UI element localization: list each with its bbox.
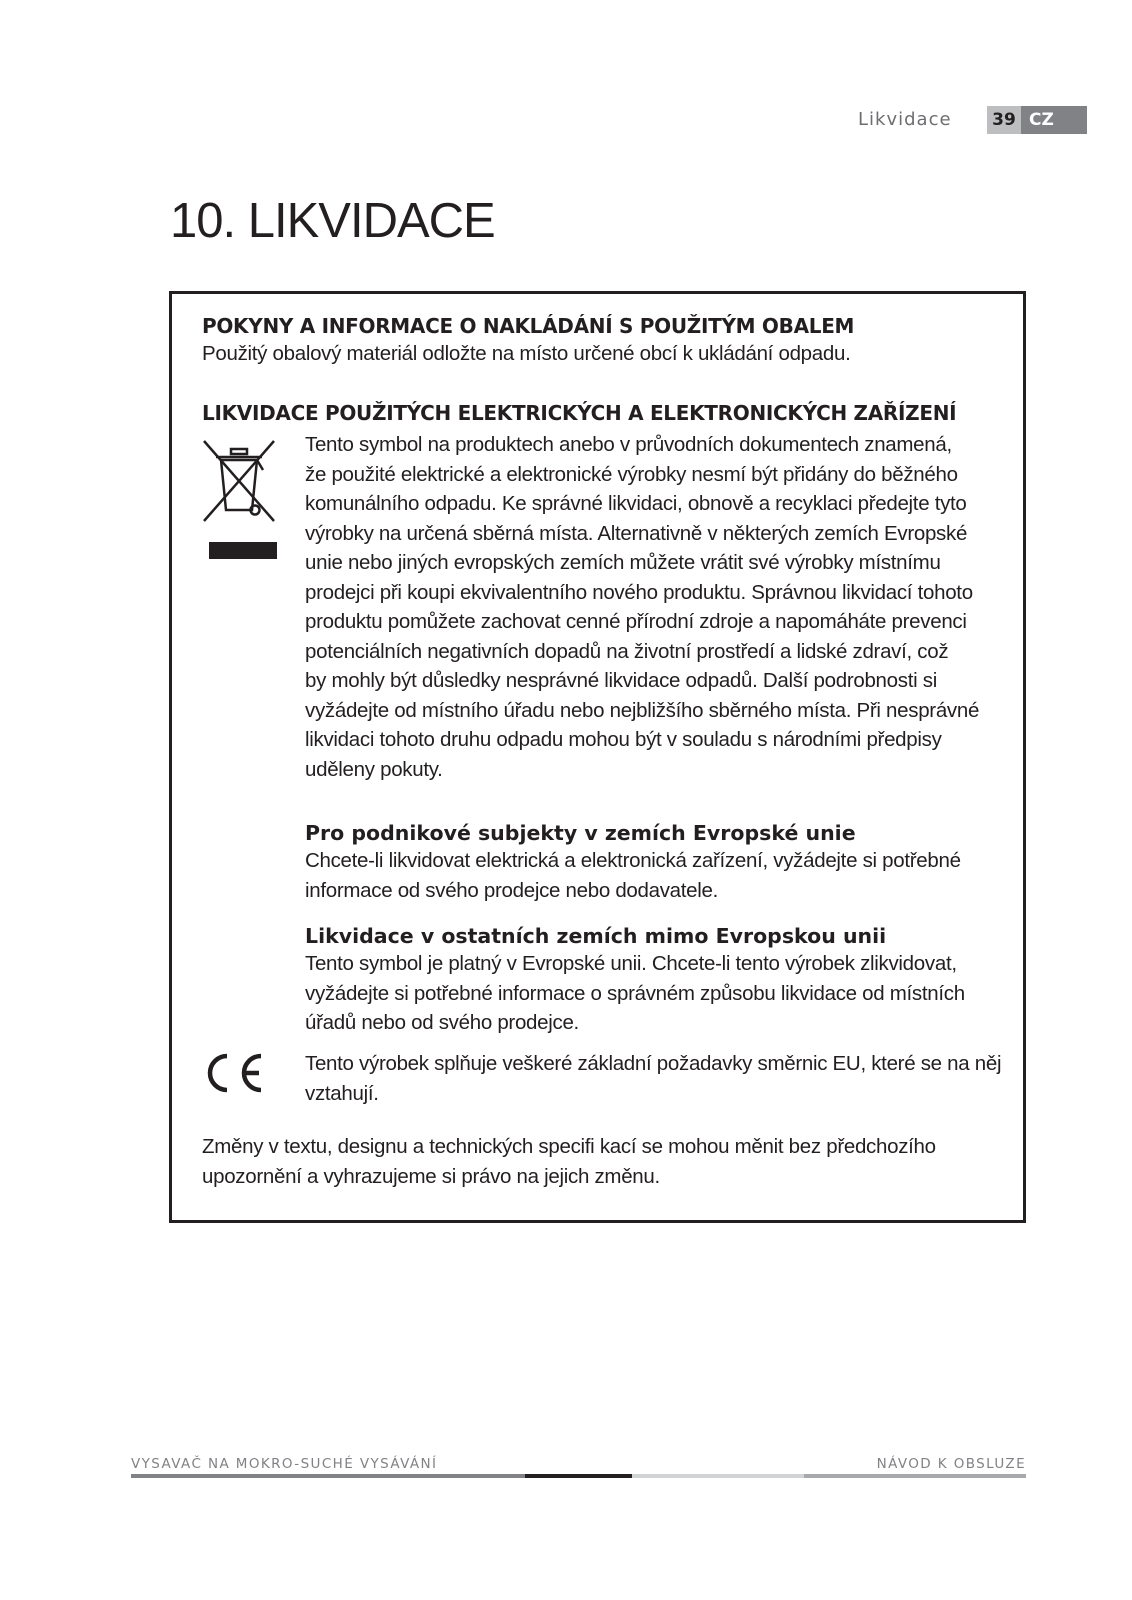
text-line: vztahují. <box>305 1081 379 1105</box>
crossed-out-wheelie-bin-icon <box>201 438 277 560</box>
packaging-text: Použitý obalový materiál odložte na místo určené obcí k ukládání odpadu. <box>202 342 851 365</box>
text-line: upozornění a vyhrazujeme si právo na jejich změnu. <box>202 1164 660 1188</box>
running-header-section: Likvidace <box>858 109 952 130</box>
business-heading: Pro podnikové subjekty v zemích Evropské unie <box>305 821 856 845</box>
footer-manual-label: NÁVOD K OBSLUZE <box>876 1456 1026 1472</box>
text-line: že použité elektrické a elektronické výrobky nesmí být přidány do běžného <box>305 462 958 486</box>
text-line: likvidaci tohoto druhu odpadu mohou být v souladu s národními předpisy <box>305 728 942 751</box>
business-text <box>305 846 961 905</box>
page-title: 10. LIKVIDACE <box>170 194 495 248</box>
footer-product-name: VYSAVAČ NA MOKRO-SUCHÉ VYSÁVÁNÍ <box>131 1456 438 1472</box>
text-line: by mohly být důsledky nesprávné likvidace odpadů. Další podrobnosti si <box>305 669 937 692</box>
text-line: Tento symbol na produktech anebo v průvodních dokumentech znamená, <box>305 433 952 456</box>
text-line: Chcete-li likvidovat elektrická a elektronická zařízení, vyžádejte si potřebné <box>305 849 961 872</box>
packaging-heading: POKYNY A INFORMACE O NAKLÁDÁNÍ S POUŽITÝM OBALEM <box>202 314 855 338</box>
text-line: Tento výrobek splňuje veškeré základní požadavky směrnic EU, které se na něj <box>305 1052 1002 1075</box>
outside-eu-text <box>305 949 965 1038</box>
ce-mark-icon <box>201 1052 265 1094</box>
weee-heading: LIKVIDACE POUŽITÝCH ELEKTRICKÝCH A ELEKTRONICKÝCH ZAŘÍZENÍ <box>202 401 957 425</box>
language-code: CZ <box>1021 106 1087 134</box>
page-number: 39 <box>987 106 1021 134</box>
outside-eu-heading: Likvidace v ostatních zemích mimo Evropskou unii <box>305 924 887 948</box>
text-line: uděleny pokuty. <box>305 757 443 781</box>
text-line: vyžádejte od místního úřadu nebo nejbližšího sběrného místa. Při nesprávné <box>305 698 980 722</box>
text-line: úřadů nebo od svého prodejce. <box>305 1011 579 1034</box>
footer-bar-segment <box>632 1474 804 1478</box>
text-line: informace od svého prodejce nebo dodavatele. <box>305 878 719 902</box>
weee-text <box>305 430 979 784</box>
text-line: Změny v textu, designu a technických specifi kací se mohou měnit bez předchozího <box>202 1135 936 1158</box>
disclaimer-text <box>202 1132 936 1191</box>
content-box <box>169 291 1026 1223</box>
text-line: výrobky na určená sběrná místa. Alternativně v některých zemích Evropské <box>305 521 968 545</box>
footer-bar-segment <box>131 1474 525 1478</box>
text-line: potenciálních negativních dopadů na životní prostředí a lidské zdraví, což <box>305 639 949 663</box>
text-line: prodejci při koupi ekvivalentního nového produktu. Správnou likvidací tohoto <box>305 580 973 604</box>
text-line: komunálního odpadu. Ke správné likvidaci, obnově a recyklaci předejte tyto <box>305 492 967 515</box>
page-tab <box>987 106 1087 134</box>
text-line: vyžádejte si potřebné informace o správném způsobu likvidace od místních <box>305 981 965 1005</box>
ce-text <box>305 1049 1001 1108</box>
text-line: unie nebo jiných evropských zemích můžete vrátit své výrobky místnímu <box>305 551 941 574</box>
text-line: Tento symbol je platný v Evropské unii. Chcete-li tento výrobek zlikvidovat, <box>305 952 957 975</box>
text-line: produktu pomůžete zachovat cenné přírodní zdroje a napomáháte prevenci <box>305 610 967 633</box>
footer-bar-segment <box>804 1474 1026 1478</box>
footer-bar-segment <box>525 1474 632 1478</box>
